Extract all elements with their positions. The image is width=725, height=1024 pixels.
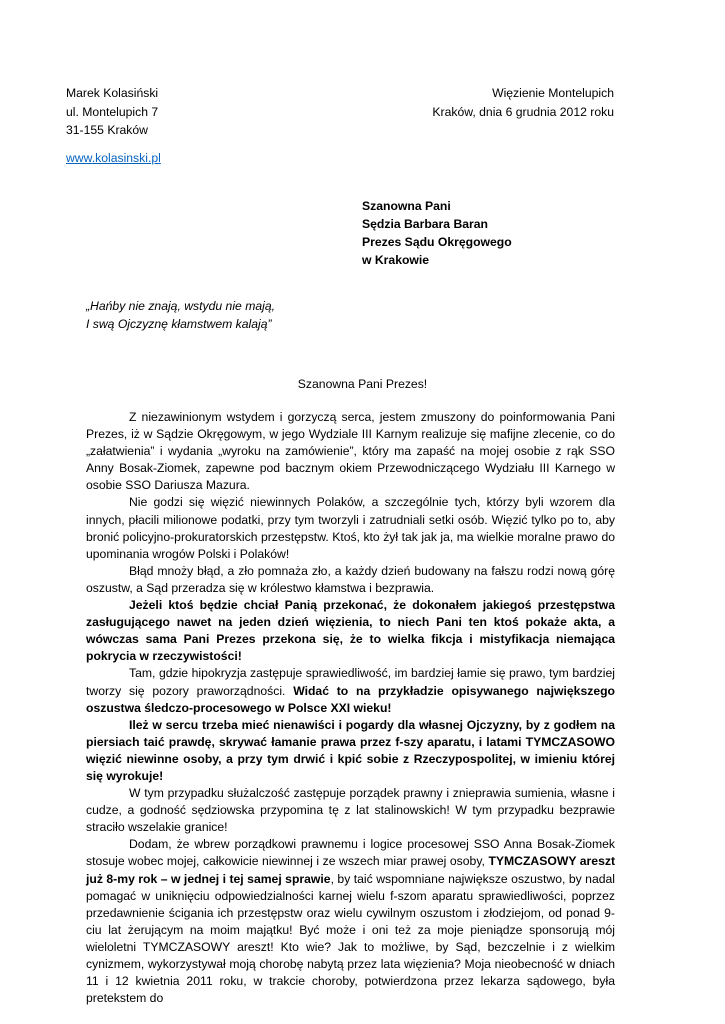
addressee-line: w Krakowie [362, 253, 430, 267]
addressee-line: Prezes Sądu Okręgowego [362, 235, 512, 249]
paragraph: Nie godzi się więzić niewinnych Polaków, a szczególnie tych, którzy byli wzorem dla innych, płacili milionowe podatki, przy tym tworzyli i zatrudniali setki osób. Więzić tylko po to, aby bronić policyjno-prokuratorskich przestępstw. Ktoś, kto żył tak jak ja, ma wielkie moralne prawo do upominania wrogów Polski i Polaków! [86, 495, 615, 561]
paragraph: Z niezawinionym wstydem i gorzyczą serca, jestem zmuszony do poinformowania Pani Prezes, iż w Sądzie Okręgowym, w jego Wydziale III Karnym realizuje się mafijne zlecenie, co do „załatwienia” i wydania „wyroku na zamówienie”, który ma zapaść na mojej osobie z rąk SSO Anny Bosak-Ziomek, zapewne pod bacznym okiem Przewodniczącego Wydziału III Karnego w osobie SSO Dariusza Mazura. [86, 410, 615, 493]
salutation: Szanowna Pani Prezes! [297, 377, 428, 391]
paragraph: W tym przypadku służalczość zastępuje porządek prawny i znieprawia sumienia, własne i cudze, a godność sędziowska przypomina tę z lat stalinowskich! W tym przypadku bezprawie straciło wszelakie granice! [86, 786, 615, 835]
motto-line: I swą Ojczyznę kłamstwem kalają” [86, 317, 272, 331]
paragraph: Tam, gdzie hipokryzja zastępuje sprawiedliwość, im bardziej łamie się prawo, tym bardziej tworzy się pozory praworządności. Widać to na przykładzie opisywanego największego oszustwa śledczo-procesowego w Polsce XXI wieku! [86, 666, 616, 715]
paragraph: Błąd mnoży błąd, a zło pomnaża zło, a każdy dzień budowany na fałszu rodzi nową górę oszustw, a Sąd przeradza się w królestwo kłamstwa i bezprawia. [86, 563, 615, 595]
sender-city: 31-155 Kraków [66, 123, 148, 137]
sender-street: ul. Montelupich 7 [66, 104, 159, 119]
place-date-block [432, 84, 614, 121]
institution-name: Więzienie Montelupich [492, 86, 614, 100]
letter-body [86, 409, 615, 1007]
sender-website-link[interactable]: www.kolasinski.pl [66, 151, 161, 165]
addressee-block [362, 197, 512, 269]
addressee-line: Szanowna Pani [362, 199, 451, 213]
motto-quote [86, 297, 275, 333]
paragraph-bold: Jeżeli ktoś będzie chciał Panią przekonać, że dokonałem jakiegoś przestępstwa zasługującego nawet na jeden dzień więzienia, to niech Pani ten ktoś pokaże akta, a wówczas sama Pani Prezes przekona się, że to wielka fikcja i mistyfikacja niemająca pokrycia w rzeczywistości! [86, 598, 615, 664]
paragraph: Dodam, że wbrew porządkowi prawnemu i logice procesowej SSO Anna Bosak-Ziomek stosuje wobec mojej, całkowicie niewinnej i ze wszech miar prawej osoby, TYMCZASOWY areszt już 8-my rok – w jednej i tej samej sprawie, by taić wspomniane największe oszustwo, by nadal pomagać w uniknięciu odpowiedzialności karnej wielu f-szom aparatu sprawiedliwości, poprzez przedawnienie ścigania ich przestępstw oraz wielu cywilnym oszustom i złodziejom, od ponad 9-ciu lat żerującym na moim majątku! Być może i oni też za moje pieniądze sponsorują mój wieloletni TYMCZASOWY areszt! Kto wie? Jak to możliwe, by Sąd, bezczelnie i z wielkim cynizmem, wykorzystywał moją chorobę nabytą przez lata więzienia? Moja nieobecność w dniach 11 i 12 kwietnia 2011 roku, w trakcie choroby, potwierdzona przez lekarza sądowego, była pretekstem do [86, 837, 615, 1006]
date-line: Kraków, dnia 6 grudnia 2012 roku [432, 104, 614, 119]
addressee-line: Sędzia Barbara Baran [362, 217, 488, 231]
sender-name: Marek Kolasiński [66, 86, 159, 100]
sender-block [66, 84, 158, 140]
motto-line: „Hańby nie znają, wstydu nie mają, [86, 299, 276, 313]
paragraph-bold: Ileż w sercu trzeba mieć nienawiści i pogardy dla własnej Ojczyzny, by z godłem na piersiach taić prawdę, skrywać łamanie prawa przez f-szy aparatu, i latami TYMCZASOWO więzić niewinne osoby, a przy tym drwić i kpić sobie z Rzeczypospolitej, w imieniu której się wyrokuje! [86, 717, 615, 783]
